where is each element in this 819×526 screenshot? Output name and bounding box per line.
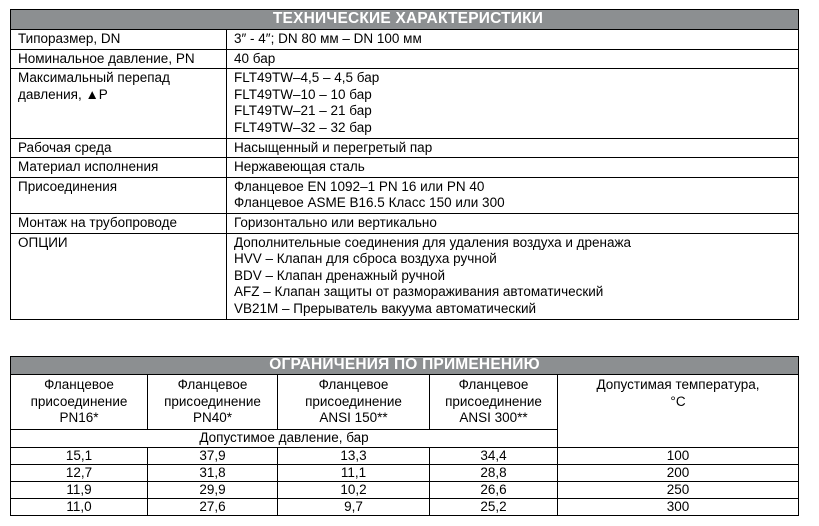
column-header-pn16 (11, 375, 148, 430)
column-header-temperature (558, 375, 799, 448)
spec-label-line: Максимальный перепад (18, 70, 170, 86)
table-row (11, 49, 799, 69)
column-header-line: Фланцевое (44, 377, 114, 392)
table-cell: 13,3 (278, 447, 430, 464)
pressure-label: Допустимое давление, бар (11, 430, 558, 448)
spec-value-line: Насыщенный и перегретый пар (234, 139, 433, 155)
table-row (11, 233, 799, 319)
spec-label: Присоединения (11, 177, 227, 213)
table-row (11, 447, 799, 464)
column-header-line: Фланцевое (177, 377, 248, 392)
column-header-line: PN40* (192, 410, 233, 426)
table-cell: 34,4 (430, 447, 558, 464)
table-cell: 9,7 (278, 499, 430, 516)
spec-label: ОПЦИИ (11, 233, 227, 319)
spec-label: Монтаж на трубопроводе (11, 213, 227, 233)
spec-value-line: BDV – Клапан дренажный ручной (234, 267, 446, 283)
spec-value-line: VB21M – Прерыватель вакуума автоматический (234, 300, 537, 316)
table-cell: 12,7 (11, 464, 148, 481)
table-row (11, 30, 799, 50)
spec-value-line: Фланцевое EN 1092–1 PN 16 или PN 40 (234, 178, 485, 194)
table-row (11, 213, 799, 233)
spec-value (227, 138, 799, 158)
table-cell: 31,8 (148, 464, 278, 481)
table-cell: 250 (558, 482, 799, 499)
table-cell: 300 (558, 499, 799, 516)
table-row (11, 177, 799, 213)
spec-value-line: Фланцевое ASME B16.5 Класс 150 или 300 (234, 195, 505, 211)
column-header-line: ANSI 150** (319, 410, 388, 426)
spec-value-line: Нержавеющая сталь (234, 159, 365, 175)
table-cell: 25,2 (430, 499, 558, 516)
column-header-line: присоединение (305, 393, 402, 409)
spec-value-line: AFZ – Клапан защиты от размораживания автоматический (234, 284, 604, 300)
column-header-ansi150 (278, 375, 430, 430)
table-cell: 27,6 (148, 499, 278, 516)
spec-value-line: 40 бар (234, 50, 276, 66)
column-header-line: Фланцевое (458, 377, 529, 392)
column-header-line: Фланцевое (318, 377, 389, 392)
column-header-pn40 (148, 375, 278, 430)
column-header-line: °C (670, 393, 686, 409)
spec-value-line: FLT49TW–4,5 – 4,5 бар (234, 70, 380, 86)
table-cell: 37,9 (148, 447, 278, 464)
column-header-ansi300 (430, 375, 558, 430)
spec-label: Номинальное давление, PN (11, 49, 227, 69)
table-cell: 15,1 (11, 447, 148, 464)
spec-value (227, 30, 799, 50)
column-header-line: присоединение (30, 393, 128, 409)
spec-value-line: FLT49TW–10 – 10 бар (234, 86, 372, 102)
application-limits-table (10, 356, 799, 516)
column-header-line: ANSI 300** (459, 410, 528, 426)
specs-title: ТЕХНИЧЕСКИЕ ХАРАКТЕРИСТИКИ (11, 10, 799, 30)
table-cell: 11,0 (11, 499, 148, 516)
table-cell: 11,1 (278, 464, 430, 481)
table-cell: 28,8 (430, 464, 558, 481)
spec-value (227, 69, 799, 138)
limits-title: ОГРАНИЧЕНИЯ ПО ПРИМЕНЕНИЮ (11, 357, 799, 375)
spec-value (227, 213, 799, 233)
spec-value-line: Горизонтально или вертикально (234, 214, 437, 230)
spec-label: Рабочая среда (11, 138, 227, 158)
spec-value-line: FLT49TW–21 – 21 бар (234, 103, 372, 119)
table-header-row (11, 375, 799, 430)
spec-value-line: Дополнительные соединения для удаления воздуха и дренажа (234, 234, 632, 250)
column-header-line: Допустимая температура, (596, 377, 760, 392)
spec-value-line: FLT49TW–32 – 32 бар (234, 119, 372, 135)
table-row (11, 158, 799, 178)
spec-value-line: 3″ - 4″; DN 80 мм – DN 100 мм (234, 31, 422, 46)
technical-specs-table (10, 9, 799, 320)
spec-label: Типоразмер, DN (11, 30, 227, 50)
table-cell: 26,6 (430, 482, 558, 499)
column-header-line: присоединение (445, 393, 542, 409)
spec-value (227, 233, 799, 319)
spec-label (11, 69, 227, 138)
table-cell: 100 (558, 447, 799, 464)
table-row (11, 482, 799, 499)
table-row (11, 138, 799, 158)
column-header-line: присоединение (164, 393, 261, 409)
table-row (11, 499, 799, 516)
table-row (11, 464, 799, 481)
spec-value (227, 49, 799, 69)
spec-label: Материал исполнения (11, 158, 227, 178)
spec-value (227, 158, 799, 178)
spec-value (227, 177, 799, 213)
spec-value-line: HVV – Клапан для сброса воздуха ручной (234, 251, 497, 267)
table-cell: 11,9 (11, 482, 148, 499)
spec-label-line: давления, ▲P (18, 86, 108, 102)
table-cell: 200 (558, 464, 799, 481)
table-cell: 29,9 (148, 482, 278, 499)
table-row (11, 69, 799, 138)
column-header-line: PN16* (59, 410, 99, 426)
table-cell: 10,2 (278, 482, 430, 499)
